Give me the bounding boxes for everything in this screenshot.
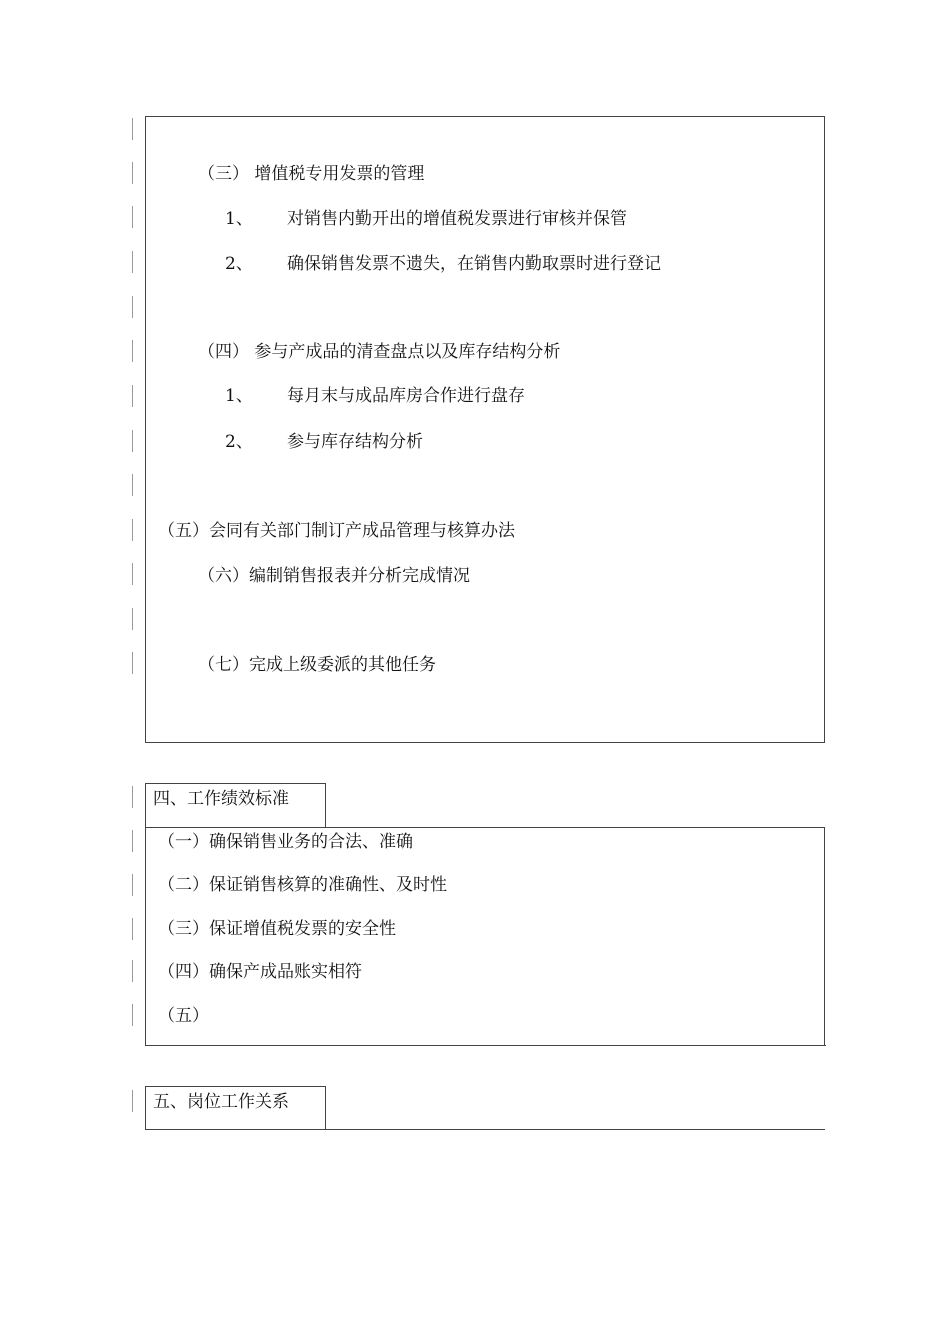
section4-body-bottom bbox=[145, 1045, 826, 1046]
margin-marker bbox=[132, 206, 133, 228]
item-number: 2、 bbox=[225, 254, 253, 274]
section4-title-left bbox=[145, 783, 146, 1046]
margin-marker bbox=[132, 251, 133, 273]
performance-item-1: （一）确保销售业务的合法、准确 bbox=[158, 832, 413, 852]
performance-item-3: （三）保证增值税发票的安全性 bbox=[158, 919, 396, 939]
margin-marker bbox=[132, 474, 133, 496]
margin-marker bbox=[132, 960, 133, 982]
margin-marker bbox=[132, 830, 133, 852]
performance-item-4: （四）确保产成品账实相符 bbox=[158, 962, 362, 982]
performance-item-5: （五） bbox=[158, 1006, 209, 1026]
duty-heading-6: （六）编制销售报表并分析完成情况 bbox=[198, 566, 470, 586]
margin-marker bbox=[132, 608, 133, 630]
section5-title-top bbox=[145, 1086, 326, 1087]
section4-title-right bbox=[325, 783, 326, 828]
section5-body-top bbox=[145, 1129, 825, 1130]
duty-heading-5: （五）会同有关部门制订产成品管理与核算办法 bbox=[158, 521, 515, 541]
section5-title-left bbox=[145, 1086, 146, 1130]
duty-item-4-2: 2、 参与库存结构分析 bbox=[225, 432, 423, 452]
item-number: 2、 bbox=[225, 432, 253, 452]
margin-marker bbox=[132, 385, 133, 407]
margin-marker bbox=[132, 430, 133, 452]
margin-marker bbox=[132, 786, 133, 808]
duty-item-3-1: 1、 对销售内勤开出的增值税发票进行审核并保管 bbox=[225, 209, 627, 229]
margin-marker bbox=[132, 118, 133, 140]
duty-item-3-2: 2、 确保销售发票不遗失，在销售内勤取票时进行登记 bbox=[225, 254, 661, 274]
margin-marker bbox=[132, 1004, 133, 1026]
section5-title: 五、岗位工作关系 bbox=[153, 1092, 289, 1112]
section4-title: 四、工作绩效标准 bbox=[153, 789, 289, 809]
margin-marker bbox=[132, 340, 133, 362]
margin-marker bbox=[132, 519, 133, 541]
duty-item-4-1: 1、 每月末与成品库房合作进行盘存 bbox=[225, 386, 525, 406]
margin-marker bbox=[132, 162, 133, 184]
margin-marker bbox=[132, 563, 133, 585]
margin-marker bbox=[132, 874, 133, 896]
duty-heading-7: （七）完成上级委派的其他任务 bbox=[198, 655, 436, 675]
item-number: 1、 bbox=[225, 209, 253, 229]
section4-body-right bbox=[824, 827, 825, 1046]
margin-marker bbox=[132, 652, 133, 674]
section4-body-top bbox=[145, 827, 825, 828]
duty-heading-4: （四） 参与产成品的清查盘点以及库存结构分析 bbox=[198, 342, 561, 362]
item-number: 1、 bbox=[225, 386, 253, 406]
section4-title-top bbox=[145, 783, 326, 784]
margin-marker bbox=[132, 918, 133, 940]
performance-item-2: （二）保证销售核算的准确性、及时性 bbox=[158, 875, 447, 895]
margin-marker bbox=[132, 296, 133, 318]
section5-title-right bbox=[325, 1086, 326, 1130]
margin-marker bbox=[132, 1090, 133, 1112]
duty-heading-3: （三） 增值税专用发票的管理 bbox=[198, 164, 425, 184]
